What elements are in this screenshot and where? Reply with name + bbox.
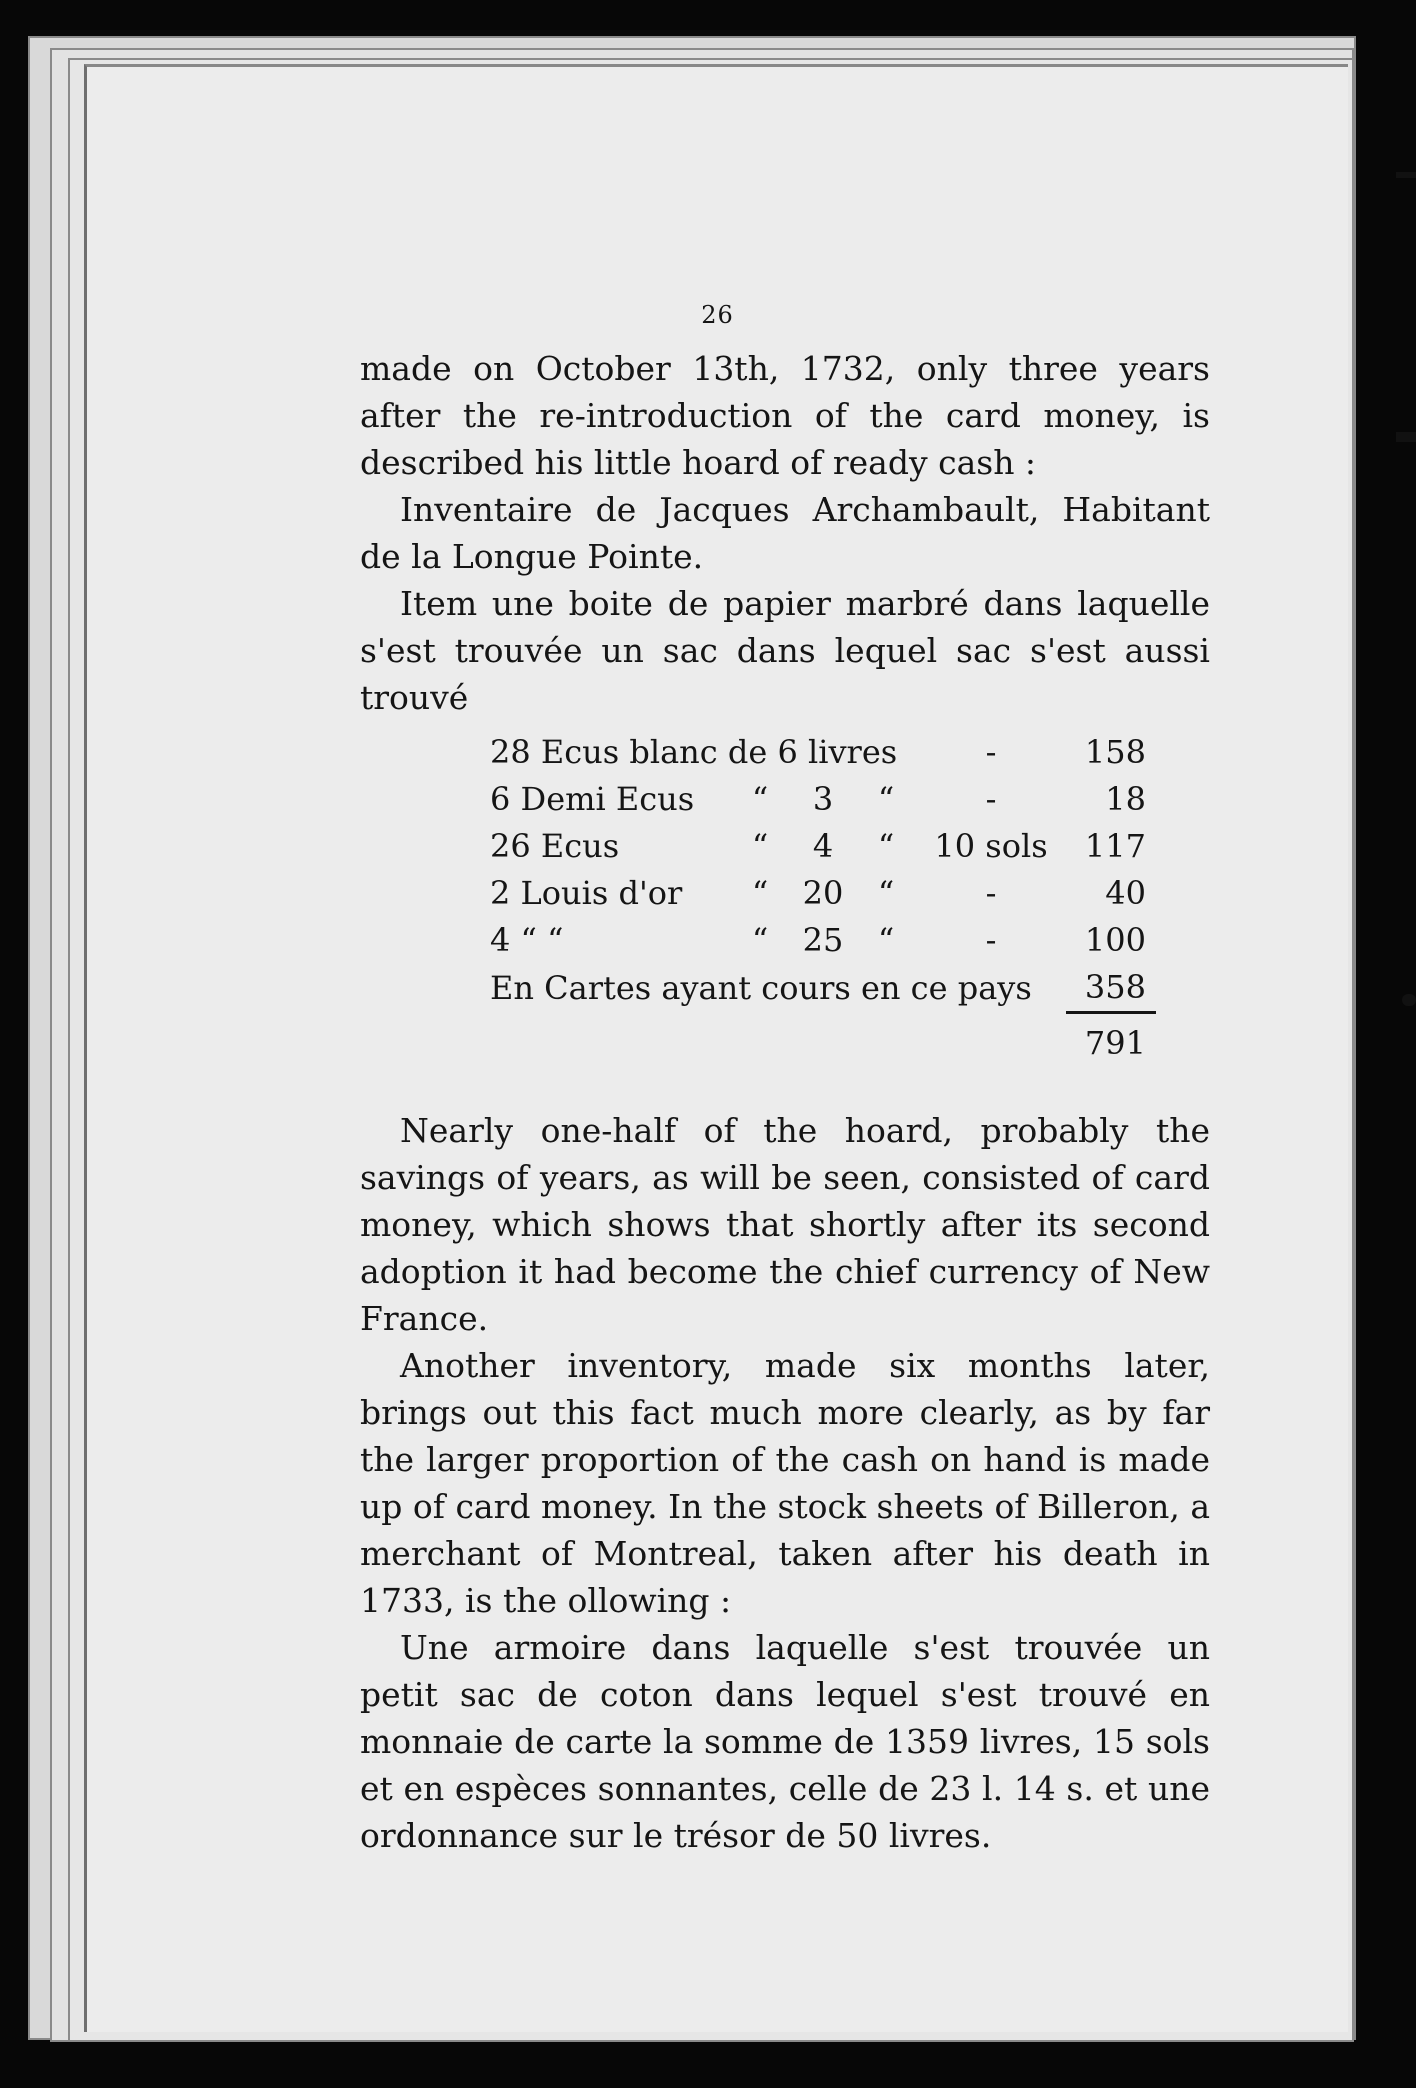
ledger-row [480, 917, 1156, 964]
ledger-rate: 25 [802, 921, 844, 959]
ledger-ditto: “ [751, 827, 769, 865]
paragraph-inventaire-title: Inventaire de Jacques Archambault, Habitant de la Longue Pointe. [360, 490, 1210, 576]
ledger-extra: - [985, 921, 997, 959]
ledger-desc: 26 Ecus [490, 827, 620, 865]
page-number: 26 [701, 301, 734, 329]
ledger-ditto: “ [751, 874, 769, 912]
ledger-ditto: “ [751, 921, 769, 959]
ledger-desc: 2 Louis d'or [490, 874, 683, 912]
ledger-extra: - [985, 780, 997, 818]
ledger-ditto: “ [877, 921, 895, 959]
ledger-row [480, 823, 1156, 870]
ledger-amount: 117 [1084, 827, 1146, 865]
ledger-row [480, 729, 1156, 776]
ledger-ditto: “ [877, 780, 895, 818]
ledger-desc: 28 Ecus blanc de 6 livres [490, 733, 898, 771]
page-body [360, 345, 1210, 1859]
ledger-amount: 100 [1084, 921, 1146, 959]
ledger-rate: 4 [812, 827, 834, 865]
ledger-rate: 3 [812, 780, 834, 818]
ledger-amount: 18 [1105, 780, 1146, 818]
ledger-extra: - [985, 874, 997, 912]
ledger-row-cartes [480, 964, 1156, 1013]
paragraph-another-inventory: Another inventory, made six months later, brings out this fact much more clearly, as by far the larger proportion of the cash on hand is made up of card money. In the stock sheets of Billeron, a merchant of Montreal, taken after his death in 1733, is the ollowing : [360, 1346, 1211, 1620]
paragraph-intro: made on October 13th, 1732, only three years after the re-introduction of the card money, is described his little hoard of ready cash : [360, 349, 1210, 482]
ledger-desc: 4 “ “ [490, 921, 564, 959]
ledger-row [480, 870, 1156, 917]
paragraph-une-armoire: Une armoire dans laquelle s'est trouvée un petit sac de coton dans lequel s'est trouvé en monnaie de carte la somme de 1359 livres, 15 sols et en espèces sonnantes, celle de 23 l. 14 s. et une ordonnance sur le trésor de 50 livres. [360, 1628, 1210, 1855]
ledger-amount: 158 [1084, 733, 1146, 771]
binding-mark [1402, 994, 1416, 1006]
ledger-extra: - [985, 733, 997, 771]
ledger-total: 791 [1084, 1024, 1146, 1062]
ledger-extra: 10 sols [934, 827, 1048, 865]
paragraph-nearly-half: Nearly one-half of the hoard, probably the savings of years, as will be seen, consisted of card money, which shows that shortly after its second adoption it had become the chief currency of New France. [360, 1111, 1210, 1338]
ledger-amount: 40 [1105, 874, 1146, 912]
binding-mark [1396, 432, 1416, 442]
paragraph-item: Item une boite de papier marbré dans laquelle s'est trouvée un sac dans lequel sac s'est aussi trouvé [360, 584, 1210, 717]
binding-mark [1396, 172, 1416, 178]
ledger-cartes-label: En Cartes ayant cours en ce pays [490, 968, 1032, 1007]
ledger-desc: 6 Demi Ecus [490, 780, 695, 818]
ledger-row-total [480, 1013, 1156, 1068]
hoard-ledger [480, 729, 1156, 1067]
ledger-cartes-amount: 358 [1066, 964, 1156, 1013]
ledger-ditto: “ [751, 780, 769, 818]
ledger-ditto: “ [877, 874, 895, 912]
ledger-row [480, 776, 1156, 823]
ledger-ditto: “ [877, 827, 895, 865]
ledger-rate: 20 [802, 874, 844, 912]
